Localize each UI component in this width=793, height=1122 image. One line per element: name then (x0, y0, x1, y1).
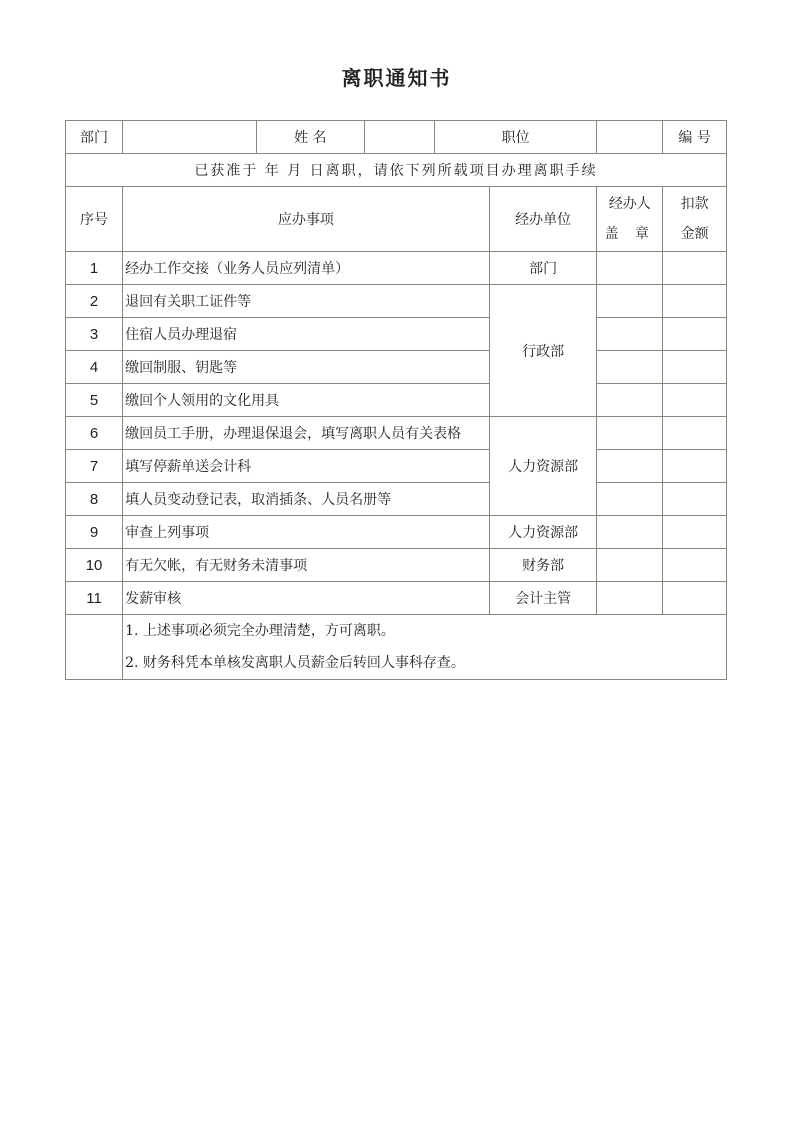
table-row (66, 450, 727, 483)
column-header-row (66, 187, 727, 252)
handler-stamp-cell[interactable] (597, 318, 663, 351)
col-item: 应办事项 (123, 187, 490, 252)
row-seq: 8 (66, 483, 123, 516)
deduct-amount-cell[interactable] (663, 417, 727, 450)
position-field[interactable] (597, 121, 663, 154)
handler-stamp-cell[interactable] (597, 285, 663, 318)
deduct-amount-cell[interactable] (663, 351, 727, 384)
row-item: 发薪审核 (123, 582, 490, 615)
col-handler-line1: 经办人 (608, 196, 651, 212)
row-seq: 6 (66, 417, 123, 450)
resignation-form-table (65, 120, 727, 680)
info-row (66, 121, 727, 154)
row-seq: 5 (66, 384, 123, 417)
approval-text: 已获准于 年 月 日离职，请依下列所载项目办理离职手续 (66, 154, 727, 187)
table-row (66, 285, 727, 318)
row-item: 住宿人员办理退宿 (123, 318, 490, 351)
deduct-amount-cell[interactable] (663, 516, 727, 549)
id-label: 编 号 (663, 121, 727, 154)
row-seq: 1 (66, 252, 123, 285)
row-item: 审查上列事项 (123, 516, 490, 549)
table-row (66, 483, 727, 516)
deduct-amount-cell[interactable] (663, 318, 727, 351)
deduct-amount-cell[interactable] (663, 384, 727, 417)
row-item: 退回有关职工证件等 (123, 285, 490, 318)
document-title: 离职通知书 (341, 66, 452, 90)
row-unit: 财务部 (489, 549, 597, 582)
handler-stamp-cell[interactable] (597, 516, 663, 549)
deduct-amount-cell[interactable] (663, 450, 727, 483)
table-row (66, 516, 727, 549)
table-row (66, 582, 727, 615)
handler-stamp-cell[interactable] (597, 417, 663, 450)
col-deduct-line1: 扣款 (680, 196, 709, 212)
row-unit: 行政部 (489, 285, 597, 417)
deduct-amount-cell[interactable] (663, 285, 727, 318)
position-label: 职位 (434, 121, 597, 154)
row-seq: 10 (66, 549, 123, 582)
row-item: 填人员变动登记表，取消插条、人员名册等 (123, 483, 490, 516)
table-row (66, 252, 727, 285)
handler-stamp-cell[interactable] (597, 351, 663, 384)
row-item: 缴回员工手册，办理退保退会，填写离职人员有关表格 (123, 417, 490, 450)
handler-stamp-cell[interactable] (597, 384, 663, 417)
row-unit: 人力资源部 (489, 516, 597, 549)
name-label: 姓 名 (257, 121, 365, 154)
dept-field[interactable] (123, 121, 257, 154)
handler-stamp-cell[interactable] (597, 483, 663, 516)
col-seq: 序号 (66, 187, 123, 252)
handler-stamp-cell[interactable] (597, 549, 663, 582)
deduct-amount-cell[interactable] (663, 549, 727, 582)
row-unit: 会计主管 (489, 582, 597, 615)
dept-label: 部门 (66, 121, 123, 154)
row-item: 缴回个人领用的文化用具 (123, 384, 490, 417)
row-seq: 4 (66, 351, 123, 384)
note-1: 1. 上述事项必须完全办理清楚，方可离职。 (125, 623, 395, 639)
deduct-amount-cell[interactable] (663, 582, 727, 615)
note-2: 2. 财务科凭本单核发离职人员薪金后转回人事科存查。 (125, 655, 465, 671)
row-seq: 7 (66, 450, 123, 483)
col-unit: 经办单位 (489, 187, 597, 252)
handler-stamp-cell[interactable] (597, 252, 663, 285)
row-seq: 9 (66, 516, 123, 549)
notes-cell (123, 615, 727, 680)
col-handler (597, 187, 663, 252)
col-deduct-line2: 金额 (680, 226, 709, 242)
handler-stamp-cell[interactable] (597, 450, 663, 483)
row-item: 有无欠帐，有无财务未清事项 (123, 549, 490, 582)
table-row (66, 351, 727, 384)
row-seq: 11 (66, 582, 123, 615)
handler-stamp-cell[interactable] (597, 582, 663, 615)
row-seq: 2 (66, 285, 123, 318)
row-unit: 人力资源部 (489, 417, 597, 516)
notes-row (66, 615, 727, 680)
table-row (66, 384, 727, 417)
deduct-amount-cell[interactable] (663, 252, 727, 285)
row-seq: 3 (66, 318, 123, 351)
deduct-amount-cell[interactable] (663, 483, 727, 516)
row-unit: 部门 (489, 252, 597, 285)
col-handler-line2: 盖 章 (604, 226, 656, 242)
name-field[interactable] (364, 121, 434, 154)
col-deduct (663, 187, 727, 252)
notes-blank-cell (66, 615, 123, 680)
table-row (66, 549, 727, 582)
row-item: 填写停薪单送会计科 (123, 450, 490, 483)
table-row (66, 417, 727, 450)
row-item: 经办工作交接（业务人员应列清单） (123, 252, 490, 285)
row-item: 缴回制服、钥匙等 (123, 351, 490, 384)
table-row (66, 318, 727, 351)
